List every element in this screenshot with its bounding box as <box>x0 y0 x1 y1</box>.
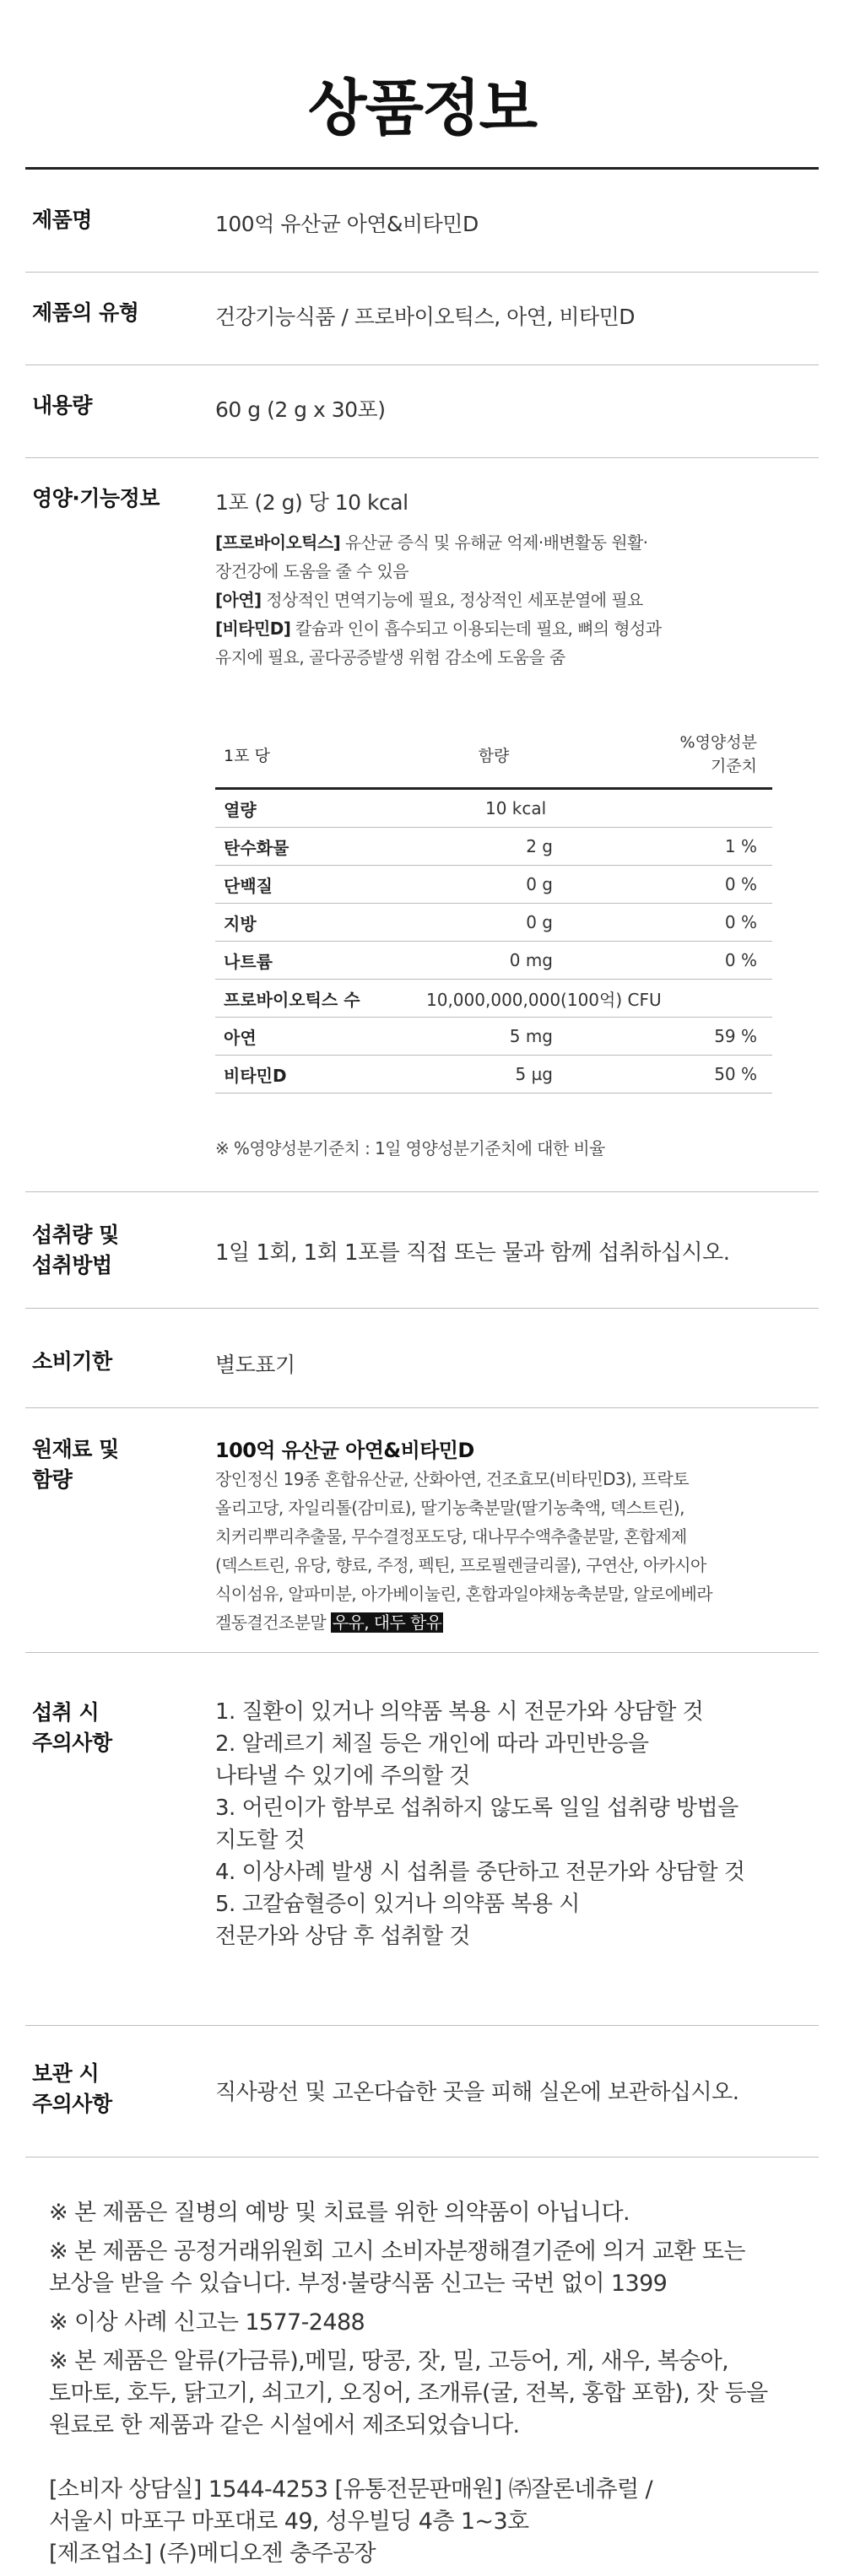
precaution-line: 2. 알레르기 체질 등은 개인에 따라 과민반응을 <box>215 1731 649 1757</box>
table-row: 단백질 0 g 0 % <box>215 866 772 904</box>
ingredient-line: 장인정신 19종 혼합유산균, 산화아연, 건조효모(비타민D3), 프락토 <box>215 1469 689 1489</box>
notice-line: ※ 본 제품은 공정거래위원회 고시 소비자분쟁해결기준에 의거 교환 또는 <box>49 2238 745 2265</box>
ingredients-label: 원재료 및 함량 <box>32 1437 119 1492</box>
contact-line: 서울시 마포구 마포대로 49, 성우빌딩 4층 1~3호 <box>49 2508 529 2535</box>
header-amount: 함량 <box>384 721 553 789</box>
ingredients-list <box>215 1436 712 1637</box>
storage-label: 보관 시 주의사항 <box>32 2061 112 2116</box>
function-claim-line: 장건강에 도움을 줄 수 있음 <box>215 561 408 581</box>
contact-line: [소비자 상담실] 1544-4253 [유통전문판매원] ㈜잘론네츄럴 / <box>49 2476 652 2503</box>
title-divider <box>25 167 819 170</box>
ingredient-line: 올리고당, 자일리톨(감미료), 딸기농축분말(딸기농축액, 덱스트린), <box>215 1498 684 1518</box>
table-row: 나트륨 0 mg 0 % <box>215 942 772 980</box>
contact-line: [제조업소] (주)메디오젠 충주공장 <box>49 2541 376 2567</box>
intake-label: 섭취량 및 섭취방법 <box>32 1223 119 1277</box>
notice-line: ※ 이상 사례 신고는 1577-2488 <box>49 2309 365 2336</box>
precaution-line: 지도할 것 <box>215 1828 306 1853</box>
product-type-value: 건강기능식품 / 프로바이오틱스, 아연, 비타민D <box>215 305 636 329</box>
table-row: 탄수화물 2 g 1 % <box>215 828 772 866</box>
header-per-serving: 1포 당 <box>215 721 384 789</box>
notice-line: 토마토, 호두, 닭고기, 쇠고기, 오징어, 조개류(굴, 전복, 홍합 포함), 잣 등을 <box>49 2380 768 2406</box>
notice-line: 보상을 받을 수 있습니다. 부정·불량식품 신고는 국번 없이 1399 <box>49 2271 668 2297</box>
row-divider <box>25 457 819 458</box>
function-claim-line: [프로바이오틱스] 유산균 증식 및 유해균 억제·배변활동 원활· <box>215 532 648 553</box>
header-daily-value: %영양성분 기준치 <box>553 721 772 789</box>
nutrition-table-header <box>215 721 772 789</box>
allergen-badge: 우유, 대두 함유 <box>332 1612 442 1633</box>
intake-value: 1일 1회, 1회 1포를 직접 또는 물과 함께 섭취하십시오. <box>215 1240 730 1266</box>
footer-notices <box>49 2197 768 2442</box>
precaution-line: 4. 이상사례 발생 시 섭취를 중단하고 전문가와 상담할 것 <box>215 1860 745 1885</box>
function-claims <box>215 528 661 672</box>
content-value: 60 g (2 g x 30포) <box>215 397 386 422</box>
function-claim-line: 유지에 필요, 골다공증발생 위험 감소에 도움을 줌 <box>215 647 565 667</box>
product-name-label: 제품명 <box>32 208 92 232</box>
content-label: 내용량 <box>32 393 92 418</box>
notice-line: ※ 본 제품은 질병의 예방 및 치료를 위한 의약품이 아닙니다. <box>49 2200 630 2226</box>
ingredient-line: 치커리뿌리추출물, 무수결정포도당, 대나무수액추출분말, 혼합제제 <box>215 1526 687 1547</box>
expiry-value: 별도표기 <box>215 1353 295 1377</box>
table-row: 프로바이오틱스 수 10,000,000,000(100억) CFU <box>215 980 772 1018</box>
ingredient-line: (덱스트린, 유당, 향료, 주정, 펙틴, 프로필렌글리콜), 구연산, 아카시아 <box>215 1555 706 1575</box>
precaution-line: 5. 고칼슘혈증이 있거나 의약품 복용 시 <box>215 1892 580 1917</box>
storage-value: 직사광선 및 고온다습한 곳을 피해 실온에 보관하십시오. <box>215 2080 739 2105</box>
expiry-label: 소비기한 <box>32 1349 112 1374</box>
table-row: 열량 10 kcal <box>215 789 772 828</box>
table-row: 아연 5 mg 59 % <box>215 1018 772 1056</box>
page-title: 상품정보 <box>307 73 537 143</box>
ingredient-line: 식이섬유, 알파미분, 아가베이눌린, 혼합과일야채농축분말, 알로에베라 <box>215 1584 712 1604</box>
nutrition-label: 영양·기능정보 <box>32 486 160 510</box>
table-row: 지방 0 g 0 % <box>215 904 772 942</box>
precaution-line: 1. 질환이 있거나 의약품 복용 시 전문가와 상담할 것 <box>215 1699 704 1725</box>
row-divider <box>25 272 819 273</box>
notice-line: ※ 본 제품은 알류(가금류),메밀, 땅콩, 잣, 밀, 고등어, 게, 새우, 복숭아, <box>49 2348 729 2374</box>
precaution-line: 3. 어린이가 함부로 섭취하지 않도록 일일 섭취량 방법을 <box>215 1796 738 1821</box>
row-divider <box>25 1191 819 1192</box>
daily-value-note: ※ %영양성분기준치 : 1일 영양성분기준치에 대한 비율 <box>215 1138 605 1158</box>
nutrition-summary: 1포 (2 g) 당 10 kcal <box>215 490 408 515</box>
table-row: 비타민D 5 µg 50 % <box>215 1056 772 1094</box>
footer-contacts <box>49 2474 652 2570</box>
product-name-value: 100억 유산균 아연&비타민D <box>215 212 479 236</box>
precaution-line: 전문가와 상담 후 섭취할 것 <box>215 1924 470 1949</box>
precautions-label: 섭취 시 주의사항 <box>32 1700 112 1755</box>
precautions-list <box>215 1696 744 1952</box>
function-claim-line: [비타민D] 칼슘과 인이 흡수되고 이용되는데 필요, 뼈의 형성과 <box>215 618 662 639</box>
row-divider <box>25 2025 819 2026</box>
nutrition-table <box>215 721 772 1094</box>
precaution-line: 나타낼 수 있기에 주의할 것 <box>215 1763 470 1789</box>
row-divider <box>25 1308 819 1309</box>
product-type-label: 제품의 유형 <box>32 300 139 325</box>
ingredients-product-title: 100억 유산균 아연&비타민D <box>215 1439 474 1462</box>
function-claim-line: [아연] 정상적인 면역기능에 필요, 정상적인 세포분열에 필요 <box>215 590 643 610</box>
row-divider <box>25 1652 819 1653</box>
notice-line: 원료로 한 제품과 같은 시설에서 제조되었습니다. <box>49 2412 520 2438</box>
ingredient-line: 겔동결건조분말 우유, 대두 함유 <box>215 1612 442 1633</box>
row-divider <box>25 1407 819 1408</box>
